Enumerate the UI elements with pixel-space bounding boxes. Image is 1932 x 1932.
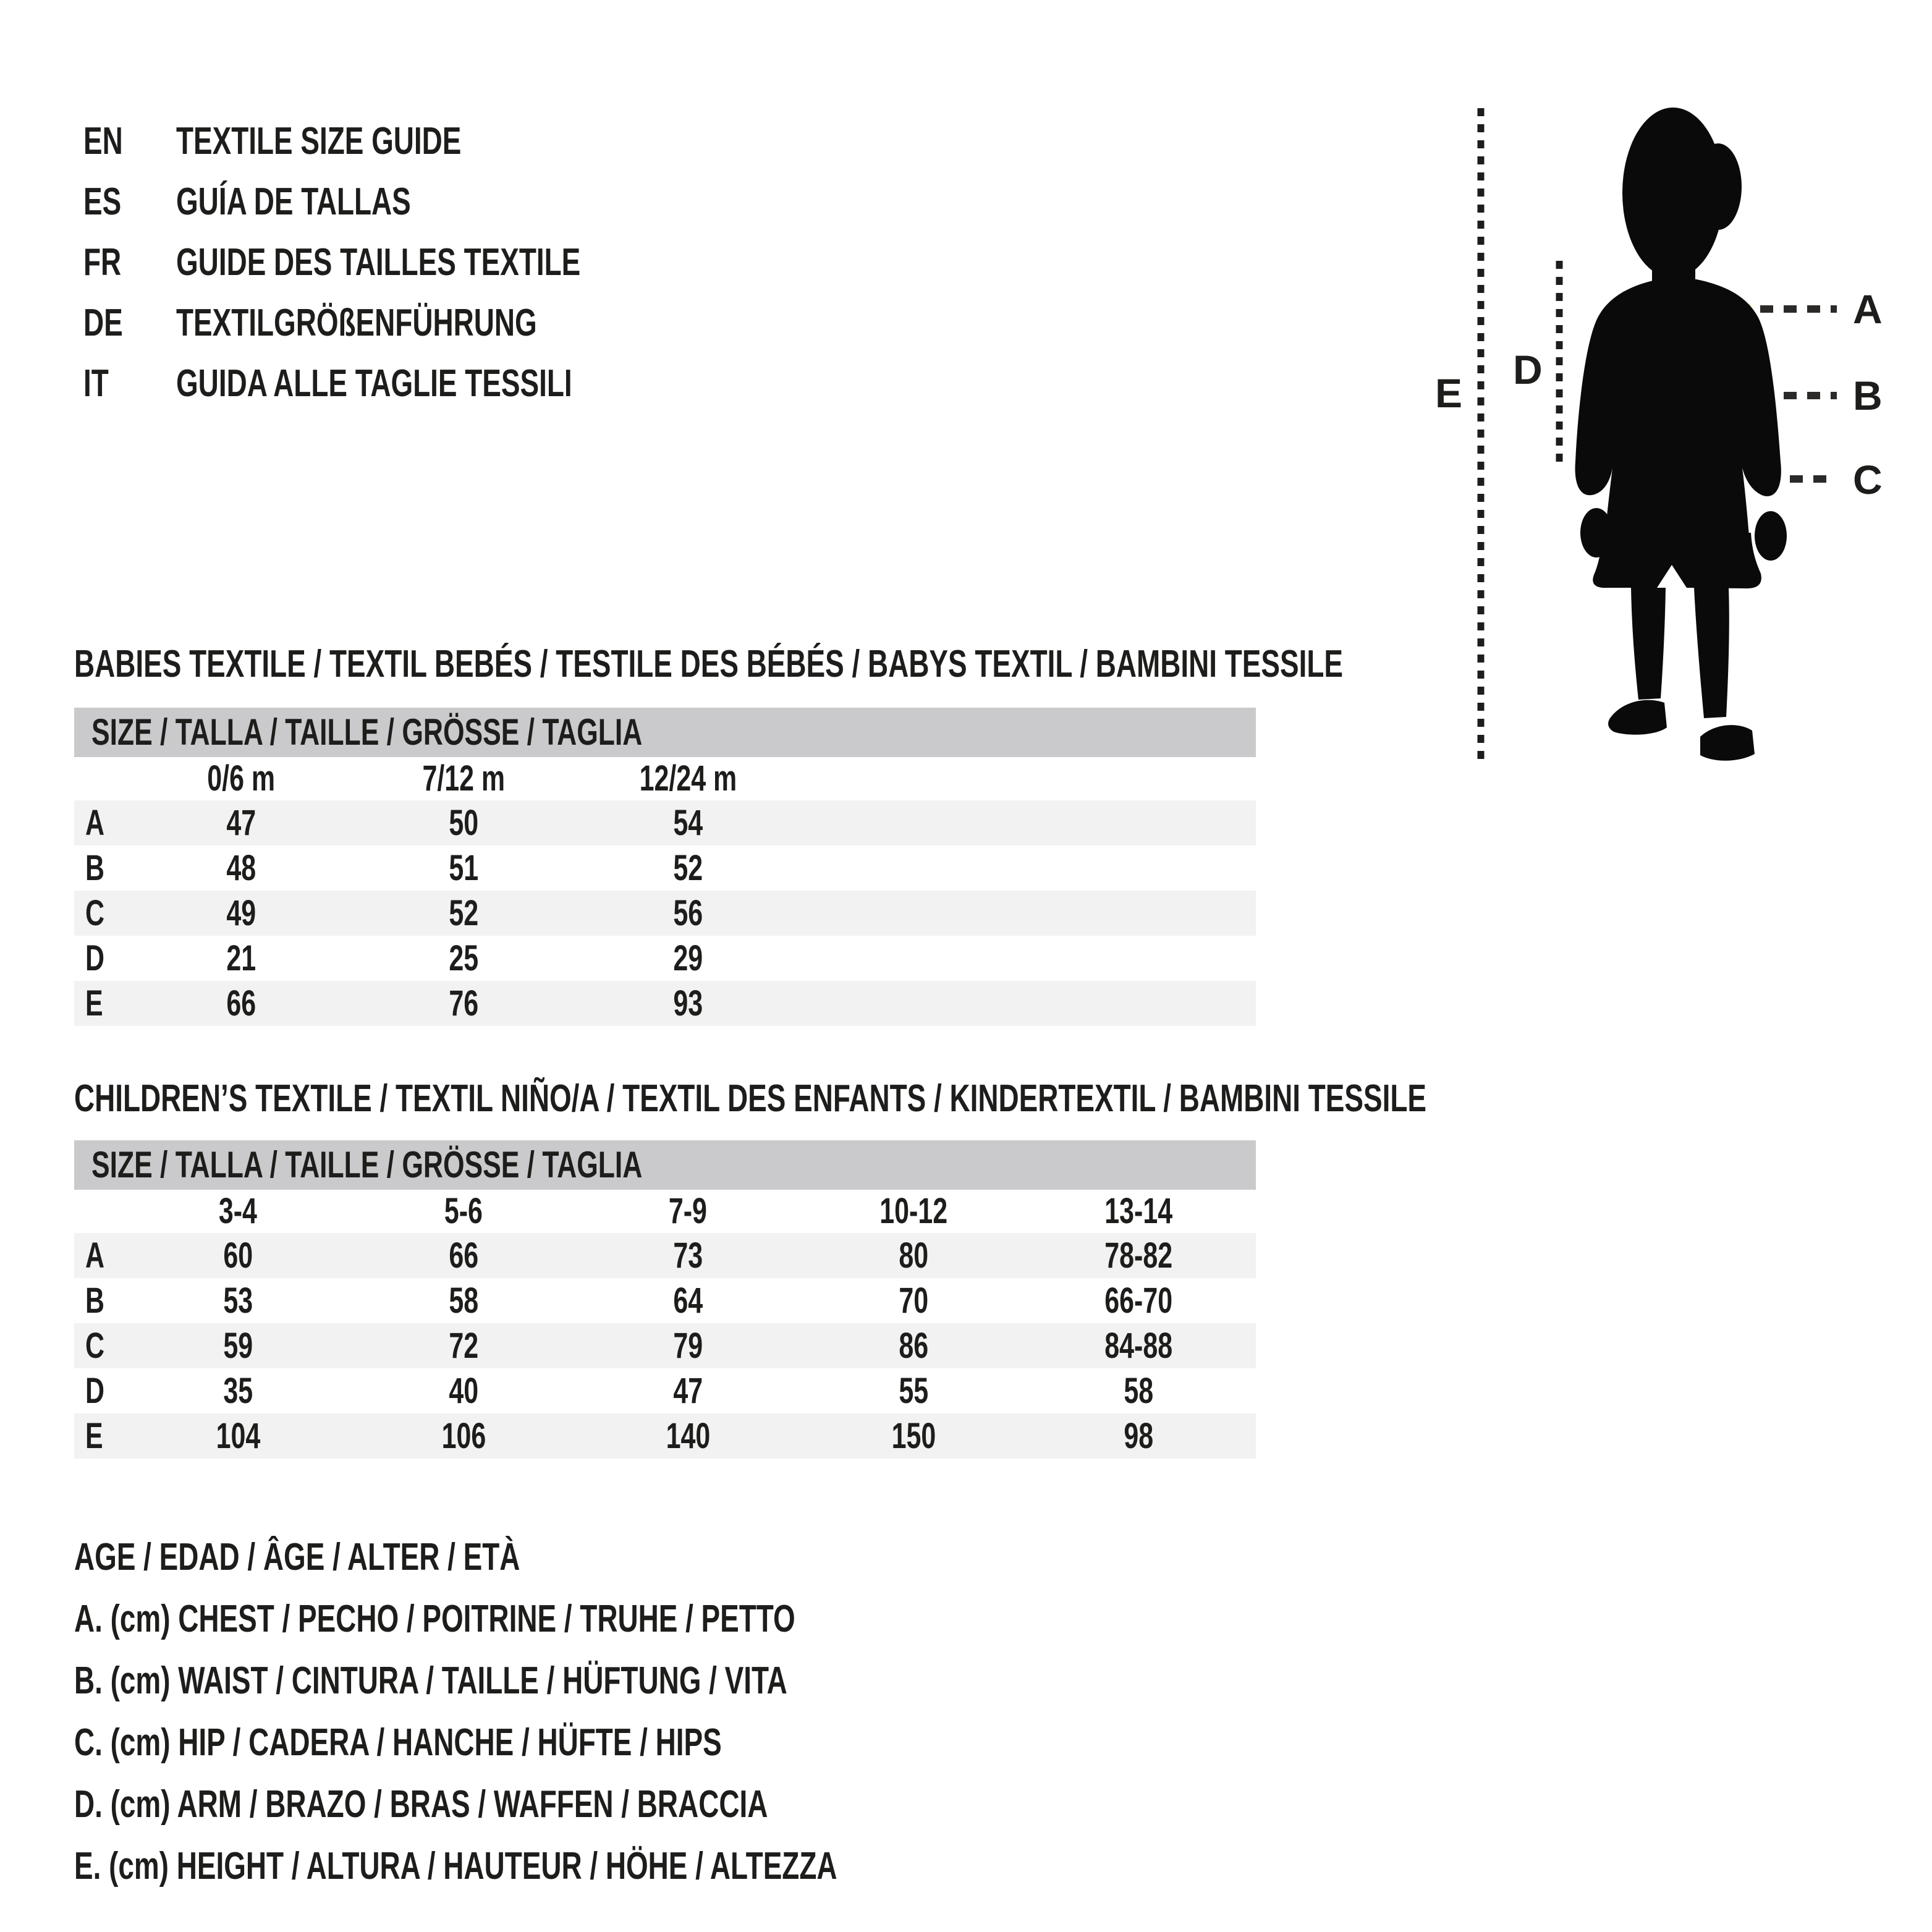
silhouette-head xyxy=(1622,108,1724,278)
page-title-de: TEXTILGRÖßENFÜHRUNG xyxy=(176,302,537,344)
cell-value: 73 xyxy=(673,1235,703,1276)
page-title-es: GUÍA DE TALLAS xyxy=(176,180,411,223)
table-row-b xyxy=(74,845,1256,891)
cell-value: 47 xyxy=(226,803,256,843)
cell-value: 93 xyxy=(673,983,703,1023)
cell-value: 55 xyxy=(899,1371,928,1411)
silhouette-neck xyxy=(1652,261,1695,292)
cell-value: 52 xyxy=(673,848,703,888)
legend-waist-text: B. (cm) WAIST / CINTURA / TAILLE / HÜFTUNG / VITA xyxy=(74,1659,787,1702)
cell-value: 52 xyxy=(449,893,478,933)
babies-column-header-row xyxy=(74,757,1256,800)
silhouette-left-shoe xyxy=(1608,700,1667,735)
figure-label-waist-b: B xyxy=(1853,373,1883,418)
silhouette-right-shoe xyxy=(1700,725,1755,761)
cell-value: 59 xyxy=(223,1326,253,1366)
cell-value: 49 xyxy=(226,893,256,933)
cell-value: 84-88 xyxy=(1104,1326,1172,1366)
cell-value: 53 xyxy=(223,1281,253,1321)
cell-value: 60 xyxy=(223,1235,253,1276)
table-row-c xyxy=(74,891,1256,936)
cell-value: 140 xyxy=(666,1416,710,1456)
children-section-heading xyxy=(74,1077,1902,1120)
row-label: A xyxy=(85,803,104,843)
cell-value: 56 xyxy=(673,893,703,933)
table-row-a xyxy=(74,1233,1256,1278)
row-label: E xyxy=(85,983,103,1023)
legend-hip-text: C. (cm) HIP / CADERA / HANCHE / HÜFTE / HIPS xyxy=(74,1721,722,1764)
cell-value: 79 xyxy=(673,1326,703,1366)
children-col-10-12: 10-12 xyxy=(879,1191,947,1231)
cell-value: 70 xyxy=(899,1281,928,1321)
figure-label-chest-a: A xyxy=(1853,286,1883,332)
babies-col-0-6m: 0/6 m xyxy=(207,758,275,799)
cell-value: 80 xyxy=(899,1235,928,1276)
cell-value: 58 xyxy=(1124,1371,1153,1411)
table-row-e xyxy=(74,1413,1256,1459)
cell-value: 78-82 xyxy=(1104,1235,1172,1276)
children-heading-text: CHILDREN’S TEXTILE / TEXTIL NIÑO/A / TEXTIL DES ENFANTS / KINDERTEXTIL / BAMBINI TESSILE xyxy=(74,1077,1426,1120)
legend-height xyxy=(74,1836,1105,1897)
babies-size-table xyxy=(74,708,1256,1026)
cell-value: 50 xyxy=(449,803,478,843)
cell-value: 72 xyxy=(449,1326,478,1366)
cell-value: 64 xyxy=(673,1281,703,1321)
row-label: C xyxy=(85,893,104,933)
row-label: B xyxy=(85,1281,104,1321)
cell-value: 98 xyxy=(1124,1416,1153,1456)
cell-value: 40 xyxy=(449,1371,478,1411)
cell-value: 51 xyxy=(449,848,478,888)
table-row-e xyxy=(74,981,1256,1026)
cell-value: 58 xyxy=(449,1281,478,1321)
language-code: ES xyxy=(83,180,122,223)
children-size-bar xyxy=(74,1140,1256,1190)
language-code: FR xyxy=(83,241,122,284)
children-col-7-9: 7-9 xyxy=(668,1191,708,1231)
figure-label-height-e: E xyxy=(1435,370,1463,416)
silhouette-torso xyxy=(1575,279,1781,557)
cell-value: 66 xyxy=(449,1235,478,1276)
children-col-13-14: 13-14 xyxy=(1104,1191,1172,1231)
cell-value: 35 xyxy=(223,1371,253,1411)
figure-label-hip-c: C xyxy=(1853,457,1883,502)
babies-section-heading xyxy=(74,643,1789,685)
cell-value: 48 xyxy=(226,848,256,888)
babies-col-7-12m: 7/12 m xyxy=(422,758,505,799)
cell-value: 104 xyxy=(216,1416,260,1456)
row-label: D xyxy=(85,1371,104,1411)
silhouette-shorts xyxy=(1593,533,1761,588)
children-size-table xyxy=(74,1140,1256,1459)
size-bar-label: SIZE / TALLA / TAILLE / GRÖSSE / TAGLIA xyxy=(91,1144,643,1185)
cell-value: 66 xyxy=(226,983,256,1023)
figure-label-arm-d: D xyxy=(1513,347,1543,392)
language-code: IT xyxy=(83,362,109,405)
silhouette-right-hand xyxy=(1755,511,1787,561)
legend-age-text: AGE / EDAD / ÂGE / ALTER / ETÀ xyxy=(74,1536,520,1578)
row-label: B xyxy=(85,848,104,888)
legend-hip xyxy=(74,1712,1105,1774)
legend-height-text: E. (cm) HEIGHT / ALTURA / HAUTEUR / HÖHE / ALTEZZA xyxy=(74,1845,837,1888)
row-label: E xyxy=(85,1416,103,1456)
legend-age xyxy=(74,1527,1105,1588)
silhouette-hair xyxy=(1695,143,1742,230)
legend-chest-text: A. (cm) CHEST / PECHO / POITRINE / TRUHE / PETTO xyxy=(74,1598,795,1640)
legend-arm-text: D. (cm) ARM / BRAZO / BRAS / WAFFEN / BRACCIA xyxy=(74,1783,768,1826)
legend-arm xyxy=(74,1774,1105,1836)
cell-value: 25 xyxy=(449,938,478,978)
page-title-en: TEXTILE SIZE GUIDE xyxy=(176,120,462,163)
table-row-d xyxy=(74,1368,1256,1413)
table-row-c xyxy=(74,1323,1256,1368)
table-row-b xyxy=(74,1278,1256,1323)
table-row-a xyxy=(74,800,1256,845)
cell-value: 54 xyxy=(673,803,703,843)
page-title-fr: GUIDE DES TAILLES TEXTILE xyxy=(176,241,581,284)
legend-waist xyxy=(74,1650,1105,1712)
cell-value: 29 xyxy=(673,938,703,978)
cell-value: 47 xyxy=(673,1371,703,1411)
legend-chest xyxy=(74,1588,1105,1650)
babies-col-12-24m: 12/24 m xyxy=(639,758,737,799)
language-code: EN xyxy=(83,120,123,163)
cell-value: 66-70 xyxy=(1104,1281,1172,1321)
row-label: A xyxy=(85,1235,104,1276)
measurement-legend xyxy=(74,1527,1105,1897)
children-col-3-4: 3-4 xyxy=(218,1191,258,1231)
children-column-header-row xyxy=(74,1190,1256,1233)
babies-size-bar xyxy=(74,708,1256,757)
cell-value: 106 xyxy=(441,1416,486,1456)
silhouette-left-hand xyxy=(1580,508,1612,557)
babies-heading-text: BABIES TEXTILE / TEXTIL BEBÉS / TESTILE DES BÉBÉS / BABYS TEXTIL / BAMBINI TESSILE xyxy=(74,643,1343,685)
row-label: D xyxy=(85,938,104,978)
cell-value: 86 xyxy=(899,1326,928,1366)
row-label: C xyxy=(85,1326,104,1366)
table-row-d xyxy=(74,936,1256,981)
cell-value: 21 xyxy=(226,938,256,978)
cell-value: 76 xyxy=(449,983,478,1023)
language-code: DE xyxy=(83,302,123,344)
children-col-5-6: 5-6 xyxy=(444,1191,483,1231)
cell-value: 150 xyxy=(891,1416,936,1456)
page-title-it: GUIDA ALLE TAGLIE TESSILI xyxy=(176,362,572,405)
size-bar-label: SIZE / TALLA / TAILLE / GRÖSSE / TAGLIA xyxy=(91,711,643,753)
